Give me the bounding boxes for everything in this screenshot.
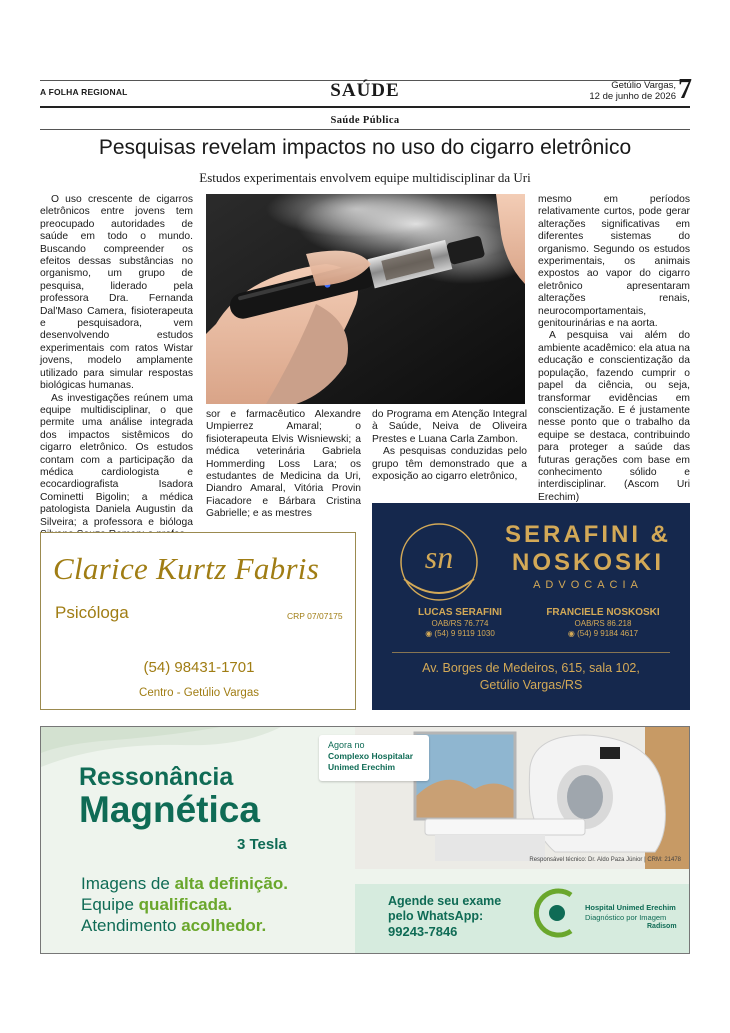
newspaper-name: A FOLHA REGIONAL xyxy=(40,87,128,97)
ad-line1-highlight: alta definição. xyxy=(174,874,288,893)
article-column-2 xyxy=(206,409,361,521)
firm-tagline: ADVOCACIA xyxy=(533,579,643,591)
ad-line2-text: Equipe xyxy=(81,895,139,914)
ad-line3-highlight: acolhedor. xyxy=(181,916,267,935)
ad-advocacia xyxy=(372,503,690,710)
ad-psicologa xyxy=(40,532,356,710)
subsection-rule xyxy=(40,129,690,130)
ad-psicologa-name: Clarice Kurtz Fabris xyxy=(53,551,320,586)
paragraph: As pesquisas conduzidas pelo grupo têm demonstrado que a exposição ao cigarro eletrônico, xyxy=(372,446,527,483)
ad-responsavel-tecnico: Responsável técnico: Dr. Aldo Paza Júnior | CRM: 21478 xyxy=(529,857,681,863)
firm-address-line1: Av. Borges de Medeiros, 615, sala 102, xyxy=(422,661,640,675)
article-column-1 xyxy=(40,194,193,541)
ad-title-line1: Ressonância xyxy=(79,763,234,791)
whatsapp-icon: ◉ xyxy=(425,629,435,638)
ad-tesla: 3 Tesla xyxy=(237,836,287,853)
hospital-radisom: Radisom xyxy=(647,923,677,930)
ad-badge-line1: Agora no xyxy=(328,740,365,750)
ad-title-line2: Magnética xyxy=(79,789,260,830)
paragraph: mesmo em períodos relativamente curtos, pode gerar alterações significativas em diferentes sistemas do organismo. Segundo os estudos experimentais, os animais expostos ao vapor do cigarro eletrônico apresentaram alterações renais, neurocomportamentais, genitourinárias e na aorta. xyxy=(538,194,690,330)
hospital-subtitle: Diagnóstico por Imagem xyxy=(585,913,667,922)
ad-line1 xyxy=(81,874,288,894)
lawyer1-name: LUCAS SERAFINI xyxy=(418,607,502,618)
ad-line1-text: Imagens de xyxy=(81,874,175,893)
monogram-text: sn xyxy=(424,539,454,575)
ad-line3-text: Atendimento xyxy=(81,916,182,935)
lawyer2-name: FRANCIELE NOSKOSKI xyxy=(546,607,660,618)
ad-cta-line2: pelo WhatsApp: xyxy=(388,909,484,923)
ad-psicologa-phone: (54) 98431-1701 xyxy=(143,659,255,676)
lawyer1-phone xyxy=(392,629,528,638)
e-cigarette-illustration xyxy=(206,194,525,404)
firm-name-line2: NOSKOSKI xyxy=(511,549,664,576)
firm-address-line2: Getúlio Vargas/RS xyxy=(479,678,583,692)
paragraph: do Programa em Atenção Integral à Saúde, Neiva de Oliveira Prestes e Luana Carla Zambon. xyxy=(372,409,527,445)
ad-badge-line3: Unimed Erechim xyxy=(328,762,396,772)
ad-line3 xyxy=(81,916,266,936)
firm-name-line1: SERAFINI & xyxy=(504,521,671,548)
ad-psicologa-profession: Psicóloga xyxy=(55,603,129,622)
article-column-3 xyxy=(372,409,527,483)
lawyer1-oab: OAB/RS 76.774 xyxy=(431,619,489,628)
whatsapp-icon: ◉ xyxy=(567,629,578,638)
divider xyxy=(392,652,670,653)
paragraph: sor e farmacêutico Alexandre Umpierrez Amaral; o fisioterapeuta Elvis Wisniewski; a médica veterinária Gabriela Hommerding Loss Lara; os estudantes de Medicina da Uri, Diandro Amaral, Vitória Provin Fiacadore e Bárbara Cristina Gabrielle; e as mestres xyxy=(206,409,361,520)
page-number: 7 xyxy=(678,74,692,105)
ad-psicologa-crp: CRP 07/07175 xyxy=(287,611,343,621)
hospital-logo-icon xyxy=(533,887,579,939)
article-photo-e-cigarette xyxy=(206,194,525,404)
subsection-title: Saúde Pública xyxy=(330,115,400,126)
hospital-name: Hospital Unimed Erechim xyxy=(585,903,676,912)
paragraph: A pesquisa vai além do ambiente acadêmico: ela atua na educação e conscientização da população, fazendo cumprir o papel da ciência, ou seja, transformar evidências em conscientização. E é justamente nesse ponto que o trabalho da equipe se destaca, contribuindo para proteger a saúde das futuras gerações com base em conhecimento sólido e interdisciplinar. (Ascom Uri Erechim) xyxy=(538,330,690,503)
ad-cta-line1: Agende seu exame xyxy=(388,894,502,908)
article-column-4 xyxy=(538,194,690,504)
dateline-date: 12 de junho de 2026 xyxy=(589,91,676,102)
section-title: SAÚDE xyxy=(330,80,400,101)
ad-psicologa-location: Centro - Getúlio Vargas xyxy=(139,687,259,699)
ad-badge xyxy=(319,735,429,781)
ad-cta-phone: 99243-7846 xyxy=(388,924,458,939)
ad-line2 xyxy=(81,895,232,915)
ad-ressonancia xyxy=(40,726,690,954)
ad-line2-highlight: qualificada. xyxy=(138,895,233,914)
ad-badge-line2: Complexo Hospitalar xyxy=(328,751,414,761)
dateline xyxy=(560,80,676,102)
lawyer2-phone xyxy=(528,629,678,638)
paragraph: As investigações reúnem uma equipe multidisciplinar, o que permite uma análise integrada dos impactos sistêmicos do cigarro eletrônico. Os estudos contam com a participação da médica cardiologista e ecocardiografista Isadora Cominetti Bigolin; a médica patologista Daniela Augustin da Silveira; a professora e bióloga xyxy=(40,392,193,528)
paragraph: O uso crescente de cigarros eletrônicos entre jovens tem preocupado autoridades de saúde em todo o mundo. Buscando compreender os efeitos dessas substâncias no organismo, um grupo de pesquisa, liderado pela professora Dra. Fernanda Dal'Maso Camera, fisioterapeuta e pesquisadora, vem desenvolvendo estudos experimentais com ratos Wistar jovens, modelo amplamente utilizado para simular respostas biológicas humanas. xyxy=(40,194,193,392)
article-deck: Estudos experimentais envolvem equipe multidisciplinar da Uri xyxy=(199,170,531,185)
lawyer2-oab: OAB/RS 86.218 xyxy=(574,619,632,628)
article-headline: Pesquisas revelam impactos no uso do cigarro eletrônico xyxy=(98,136,632,159)
lawyer2-phone-text: (54) 9 9184 4617 xyxy=(577,629,639,638)
dateline-city: Getúlio Vargas, xyxy=(611,80,676,91)
header-bottom-rule xyxy=(40,106,690,108)
lawyer1-phone-text: (54) 9 9119 1030 xyxy=(434,629,495,638)
